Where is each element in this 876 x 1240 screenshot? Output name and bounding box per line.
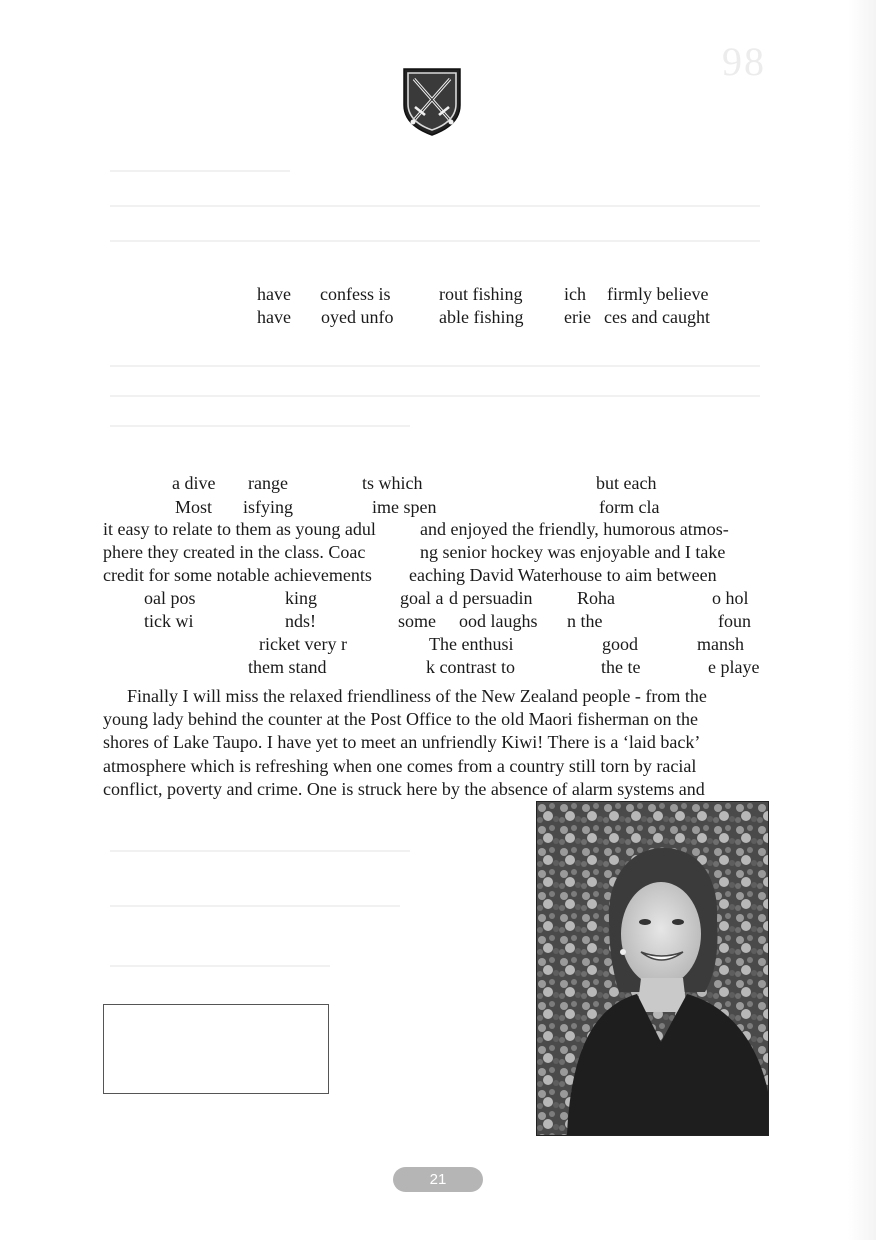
faint-text-line [110,365,760,367]
text-fragment: some [398,611,436,631]
paragraph-line: credit for some notable achievements [103,565,372,585]
paragraph-line: shores of Lake Taupo. I have yet to meet an unfriendly Kiwi! There is a ‘laid back’ [103,732,701,753]
text-fragment: e playe [708,657,760,677]
paragraph-line: young lady behind the counter at the Post Office to the old Maori fisherman on the [103,709,699,730]
text-fragment: d persuadin [449,588,533,608]
page-edge-shadow [848,0,876,1240]
text-fragment: ood laughs [459,611,538,631]
text-fragment: confess is [320,284,391,304]
portrait-illustration [537,802,768,1135]
text-fragment: the te [601,657,641,677]
text-fragment: good [602,634,638,654]
text-fragment: range [248,473,288,493]
faint-text-line [110,905,400,907]
faint-text-line [110,425,410,427]
text-fragment: erie [564,307,591,327]
text-fragment: Most [175,497,213,517]
text-fragment: rout fishing [439,284,523,304]
text-fragment: but each [596,473,657,493]
text-fragment: mansh [697,634,744,654]
faint-text-line [110,170,290,172]
text-fragment: have [257,284,291,304]
empty-caption-box [103,1004,329,1094]
text-fragment: k contrast to [426,657,515,677]
faint-text-line [110,850,410,852]
paragraph-line: ng senior hockey was enjoyable and I take [420,542,726,562]
text-fragment: able fishing [439,307,524,327]
paragraph-line: it easy to relate to them as young adul [103,519,376,539]
final-paragraph [103,685,767,801]
paragraph-line: Finally I will miss the relaxed friendliness of the New Zealand people - from the [127,686,707,706]
text-fragment: ces and caught [604,307,710,327]
text-fragment: tick wi [144,611,194,631]
text-fragment: o hol [712,588,749,608]
text-fragment: ime spen [372,497,437,517]
text-fragment: them stand [248,657,327,677]
text-fragment: foun [718,611,751,631]
portrait-photo [536,801,769,1136]
paragraph-line: and enjoyed the friendly, humorous atmos- [420,519,729,539]
text-fragment: oyed unfo [321,307,394,327]
text-fragment: ricket very r [259,634,347,654]
text-fragment: Roha [577,588,615,608]
text-fragment: a dive [172,473,216,493]
text-fragment: have [257,307,291,327]
paragraph-line: atmosphere which is refreshing when one comes from a country still torn by racial [103,755,697,776]
text-fragment: form cla [599,497,660,517]
paragraph-line: conflict, poverty and crime. One is struck here by the absence of alarm systems and [103,778,705,799]
faint-text-line [110,965,330,967]
text-fragment: oal pos [144,588,196,608]
text-fragment: nds! [285,611,316,631]
text-fragment: isfying [243,497,294,517]
faint-text-line [110,240,760,242]
text-fragment: king [285,588,318,608]
text-fragment: goal a [400,588,444,608]
text-fragment: ts which [362,473,423,493]
page-number-badge [393,1167,483,1192]
page-number: 21 [429,1171,447,1188]
paragraph-line: phere they created in the class. Coac [103,542,366,562]
faded-year-heading: 98 [722,39,766,84]
faint-text-line [110,205,760,207]
text-fragment: The enthusi [429,634,514,654]
paragraph-line: eaching David Waterhouse to aim between [409,565,717,585]
text-fragment: ich [564,284,586,304]
faint-text-line [110,395,760,397]
crossed-swords-shield-icon [402,67,462,137]
text-fragment: firmly believe [607,284,709,304]
text-fragment: n the [567,611,603,631]
